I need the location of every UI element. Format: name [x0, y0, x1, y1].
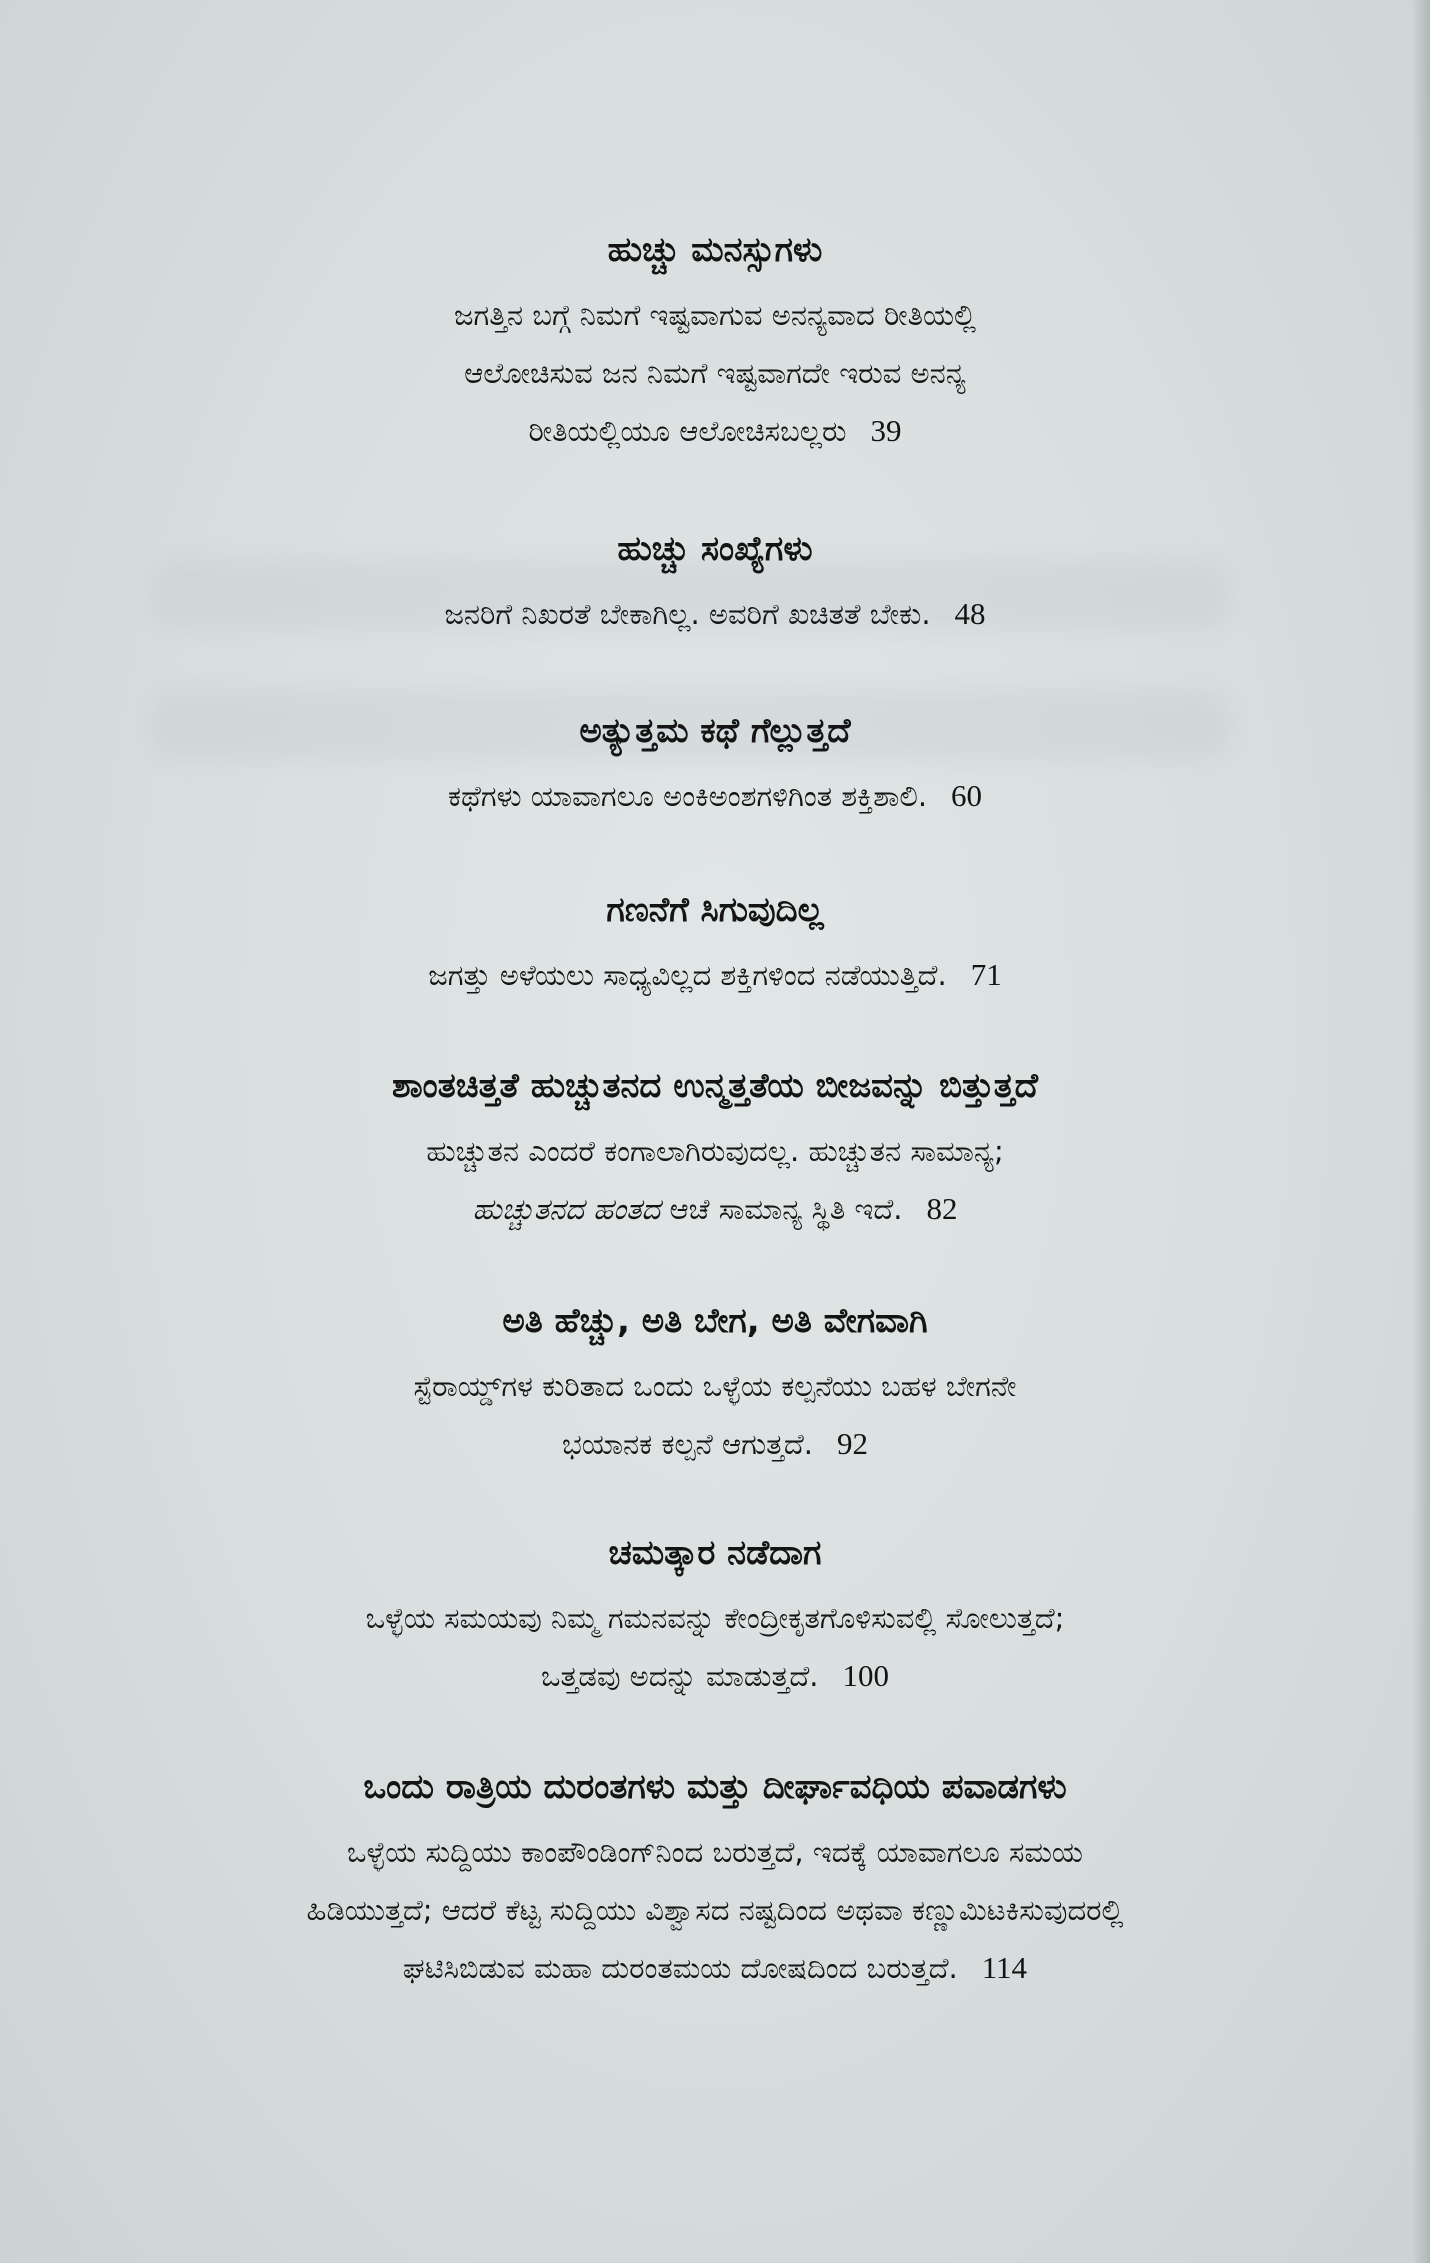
entry-line: ಜನರಿಗೆ ನಿಖರತೆ ಬೇಕಾಗಿಲ್ಲ. ಅವರಿಗೆ ಖಚಿತತೆ ಬೇಕು.: [444, 597, 931, 631]
entry-line: ಒಳ್ಳೆಯ ಸುದ್ದಿಯು ಕಾಂಪೌಂಡಿಂಗ್‌ನಿಂದ ಬರುತ್ತದೆ, ಇದಕ್ಕೆ ಯಾವಾಗಲೂ ಸಮಯ: [347, 1835, 1083, 1869]
entry-title: ಒಂದು ರಾತ್ರಿಯ ದುರಂತಗಳು ಮತ್ತು ದೀರ್ಘಾವಧಿಯ ಪವಾಡಗಳು: [363, 1767, 1067, 1807]
toc-entry: [140, 523, 1290, 643]
entry-line: ಜಗತ್ತಿನ ಬಗ್ಗೆ ನಿಮಗೆ ಇಷ್ಟವಾಗುವ ಅನನ್ಯವಾದ ರೀತಿಯಲ್ಲಿ: [454, 298, 976, 332]
entry-line: ಸ್ಟೆರಾಯ್ಡ್‌ಗಳ ಕುರಿತಾದ ಒಂದು ಒಳ್ಳೆಯ ಕಲ್ಪನೆಯು ಬಹಳ ಬೇಗನೇ: [413, 1369, 1017, 1403]
page-number: 60: [951, 778, 983, 813]
entry-line: ಹುಚ್ಚುತನ ಎಂದರೆ ಕಂಗಾಲಾಗಿರುವುದಲ್ಲ. ಹುಚ್ಚುತನ ಸಾಮಾನ್ಯ;: [426, 1134, 1004, 1168]
entry-line: ಜಗತ್ತು ಅಳೆಯಲು ಸಾಧ್ಯವಿಲ್ಲದ ಶಕ್ತಿಗಳಿಂದ ನಡೆಯುತ್ತಿದೆ.: [428, 958, 947, 992]
entry-title: ಅತಿ ಹೆಚ್ಚು, ಅತಿ ಬೇಗ, ಅತಿ ವೇಗವಾಗಿ: [502, 1301, 928, 1341]
toc-entry: [140, 1295, 1290, 1473]
entry-title: ಗಣನೆಗೆ ಸಿಗುವುದಿಲ್ಲ: [606, 890, 824, 930]
entry-line-last: [140, 767, 1290, 825]
entry-line-last: [140, 585, 1290, 643]
entry-line-last: [140, 1939, 1290, 1997]
entry-line-last: [140, 1647, 1290, 1705]
entry-line-last: [140, 1415, 1290, 1473]
page-edge-shadow: [1412, 0, 1430, 2263]
entry-title: ಚಮತ್ಕಾರ ನಡೆದಾಗ: [608, 1533, 822, 1573]
entry-line: ಒತ್ತಡವು ಅದನ್ನು ಮಾಡುತ್ತದೆ.: [541, 1659, 819, 1693]
toc-entry: [140, 1527, 1290, 1705]
page-number: 48: [954, 596, 986, 631]
entry-line: ಕಥೆಗಳು ಯಾವಾಗಲೂ ಅಂಕಿಅಂಶಗಳಿಗಿಂತ ಶಕ್ತಿಶಾಲಿ.: [447, 779, 928, 813]
toc-entry: [140, 1060, 1290, 1238]
entry-line-last: [140, 946, 1290, 1004]
page-number: 71: [970, 957, 1002, 992]
entry-line: ಆಚೆ ಸಾಮಾನ್ಯ ಸ್ಥಿತಿ ಇದೆ.: [669, 1192, 903, 1226]
page-number: 100: [842, 1658, 889, 1693]
toc-entry: [140, 705, 1290, 825]
entry-title: ಶಾಂತಚಿತ್ತತೆ ಹುಚ್ಚುತನದ ಉನ್ಮತ್ತತೆಯ ಬೀಜವನ್ನು ಬಿತ್ತುತ್ತದೆ: [392, 1066, 1038, 1106]
entry-title: ಅತ್ಯುತ್ತಮ ಕಥೆ ಗೆಲ್ಲುತ್ತದೆ: [579, 711, 851, 751]
page-number: 39: [870, 413, 902, 448]
toc-entry: [140, 224, 1290, 460]
entry-title: ಹುಚ್ಚು ಸಂಖ್ಯೆಗಳು: [617, 529, 813, 569]
entry-line: ಆಲೋಚಿಸುವ ಜನ ನಿಮಗೆ ಇಷ್ಟವಾಗದೇ ಇರುವ ಅನನ್ಯ: [464, 356, 966, 390]
entry-line: ಹಿಡಿಯುತ್ತದೆ; ಆದರೆ ಕೆಟ್ಟ ಸುದ್ದಿಯು ವಿಶ್ವಾಸದ ನಷ್ಟದಿಂದ ಅಥವಾ ಕಣ್ಣುಮಿಟಕಿಸುವುದರಲ್ಲಿ: [306, 1893, 1124, 1927]
toc-entry: [140, 884, 1290, 1004]
entry-line: ಘಟಿಸಿಬಿಡುವ ಮಹಾ ದುರಂತಮಯ ದೋಷದಿಂದ ಬರುತ್ತದೆ.: [402, 1951, 958, 1985]
page-number: 114: [981, 1950, 1028, 1985]
entry-title: ಹುಚ್ಚು ಮನಸ್ಸುಗಳು: [607, 230, 823, 270]
page-number: 82: [926, 1191, 958, 1226]
entry-line-last: [140, 1180, 1290, 1238]
entry-line-italic: ಹುಚ್ಚುತನದ ಹಂತದ: [472, 1192, 661, 1226]
entry-line: ಭಯಾನಕ ಕಲ್ಪನೆ ಆಗುತ್ತದೆ.: [561, 1427, 814, 1461]
entry-line: ರೀತಿಯಲ್ಲಿಯೂ ಆಲೋಚಿಸಬಲ್ಲರು: [528, 414, 847, 448]
toc-entry: [140, 1761, 1290, 1997]
page-number: 92: [837, 1426, 869, 1461]
entry-line: ಒಳ್ಳೆಯ ಸಮಯವು ನಿಮ್ಮ ಗಮನವನ್ನು ಕೇಂದ್ರೀಕೃತಗೊಳಿಸುವಲ್ಲಿ ಸೋಲುತ್ತದೆ;: [365, 1601, 1065, 1635]
entry-line-last: [140, 402, 1290, 460]
